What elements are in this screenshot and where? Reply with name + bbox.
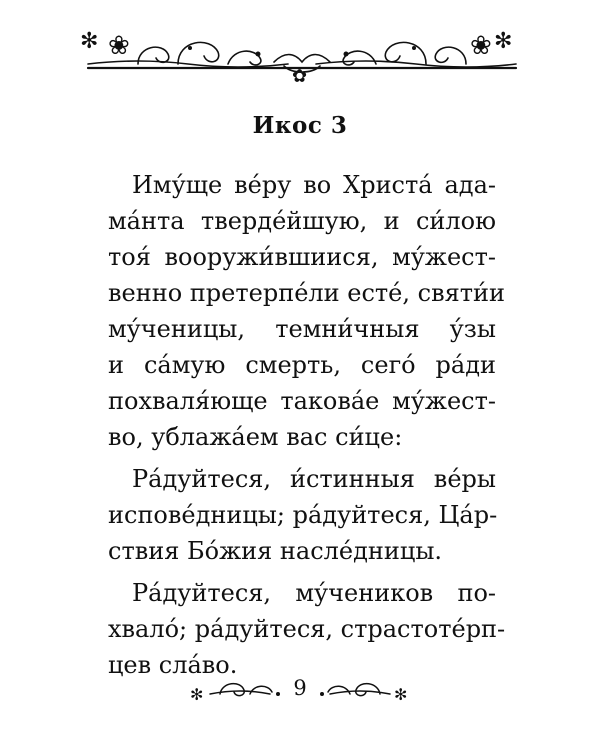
text-line: му́ченицы, темни́чныя у́зы [108, 315, 496, 343]
text-line: тоя́ вооружи́вшиися, му́жест- [108, 243, 496, 271]
text-line: Ра́дуйтеся, и́стинныя ве́ры [132, 465, 496, 493]
svg-text:✿: ✿ [292, 66, 308, 82]
svg-text:✻: ✻ [394, 685, 408, 704]
text-line: хвало́; ра́дуйтеся, страстоте́рп- [108, 615, 506, 643]
svg-text:❀: ❀ [108, 31, 130, 61]
text-line: во, ублажа́ем вас си́це: [108, 423, 403, 451]
text-line: испове́дницы; ра́дуйтеся, Ца́р- [108, 501, 498, 529]
paragraph [108, 167, 506, 455]
ikos-text [108, 167, 506, 683]
section-title: Икос 3 [252, 112, 348, 139]
paragraph [108, 575, 506, 683]
svg-text:✻: ✻ [494, 29, 513, 54]
text-line: Ра́дуйтеся, му́чеников по- [132, 579, 496, 607]
text-line: венно претерпе́ли есте́, святи́и [108, 279, 506, 307]
text-line: и са́мую смерть, сего́ ра́ди [108, 351, 496, 379]
paragraph [108, 461, 496, 569]
text-line: Иму́ще ве́ру во Христа́ ада- [132, 171, 496, 199]
top-floral-ornament [78, 18, 526, 82]
text-line: ма́нта тверде́йшую, и си́лою [108, 207, 496, 235]
text-line: цев сла́во. [108, 651, 238, 679]
svg-text:❀: ❀ [470, 31, 492, 61]
svg-text:✻: ✻ [80, 29, 99, 54]
text-line: похваля́юще такова́е му́жест- [108, 387, 496, 415]
svg-text:✻: ✻ [190, 685, 204, 704]
text-line: ствия Бо́жия насле́дницы. [108, 537, 443, 565]
page-number: 9 [293, 676, 307, 700]
